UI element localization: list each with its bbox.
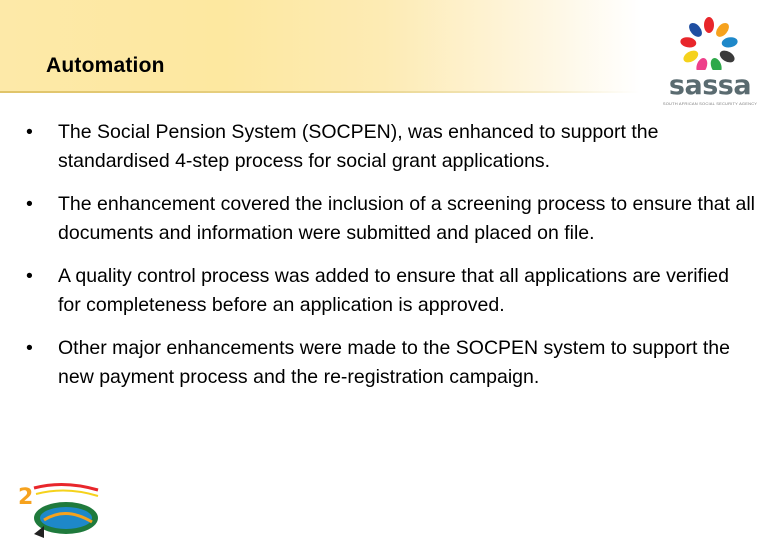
bullet-marker: • <box>26 337 33 359</box>
bullet-text: A quality control process was added to ensure that all applications are verified for completeness before an application is approved. <box>58 265 729 316</box>
title-banner <box>0 0 640 92</box>
bullet-marker: • <box>26 121 33 143</box>
bullet-marker: • <box>26 265 33 287</box>
logo-tagline: SOUTH AFRICAN SOCIAL SECURITY AGENCY <box>662 101 758 106</box>
slide-title: Automation <box>46 54 165 77</box>
bullet-text: The enhancement covered the inclusion of a screening process to ensure that all documents and information were submitted and placed on file. <box>58 193 756 244</box>
bullet-item <box>26 118 756 176</box>
logo-wordmark: sassa <box>668 70 752 101</box>
bullet-text: The Social Pension System (SOCPEN), was enhanced to support the standardised 4-step process for social grant applications. <box>58 121 659 172</box>
bullet-item <box>26 190 756 248</box>
bullet-text: Other major enhancements were made to the SOCPEN system to support the new payment process and the re-registration campaign. <box>58 337 730 388</box>
bullet-marker: • <box>26 193 33 215</box>
bullet-list <box>26 118 756 392</box>
bullet-item <box>26 334 756 392</box>
anniversary-emblem-icon <box>14 476 104 540</box>
svg-text:2: 2 <box>18 485 34 510</box>
hands-icon <box>652 14 768 70</box>
bullet-item <box>26 262 756 320</box>
title-divider <box>0 91 640 93</box>
sassa-logo <box>652 14 768 106</box>
